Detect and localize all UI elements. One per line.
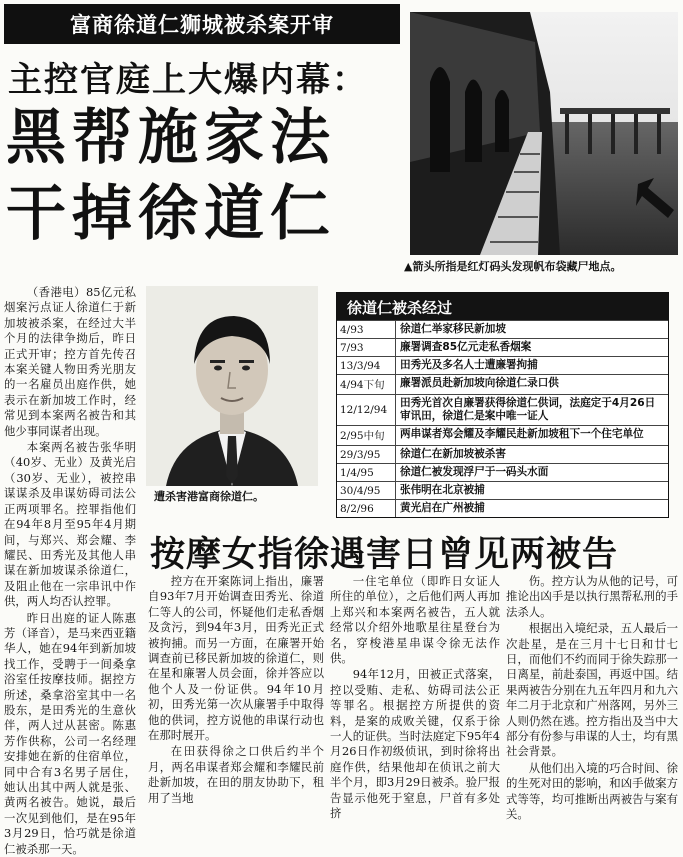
timeline-row — [337, 499, 668, 517]
timeline-row — [337, 394, 668, 425]
pier-photo-image — [410, 12, 678, 255]
article-column-1 — [4, 285, 136, 857]
paragraph: 根据出入境纪录，五人最后一次赴星，是在三月十七日和廿七日，而他们不约而同于徐失踪那一日离星，前赴泰国，再返中国。结果两被告分别在九五年四月和九六年二月于北京和广州落网，另外三人则仍然在逃。控方指出及当中大部分有份参与串谋的人士，均有黑社会背景。 — [506, 621, 678, 759]
paragraph: 94年12月，田被正式落案，控以受贿、走私、妨碍司法公正等罪名。根据控方所提供的资料，是案的成败关键，仅系于徐一人的证供。当时法庭定下95年4月26日作初级侦讯，到时徐将出庭作供，结果他却在侦讯之前大半个月，即3月29日被杀。验尸报告显示他死于窒息，尸首有多处挤 — [330, 667, 500, 821]
headline-line-1: 黑帮施家法 — [6, 103, 336, 173]
pier-photo-caption: ▲箭头所指是红灯码头发现帆布袋藏尸地点。 — [404, 260, 622, 273]
timeline-date: 13/3/94 — [337, 357, 396, 374]
paragraph: 控方在开案陈词上指出，廉署自93年7月开始调查田秀光、徐道仁等人的公司，怀疑他们走私香烟及贪污，到94年3月，田秀光正式被拘捕。而另一方面，在廉署开始调查前已移民新加坡的徐道仁，则在星和廉署人员会面，徐并答应以他个人及一份证供。94年10月初，田秀光第一次从廉署手中取得他的供词，控方说他的串谋行动也在那时展开。 — [148, 574, 324, 743]
timeline-date: 12/12/94 — [337, 395, 396, 425]
timeline-date: 29/3/95 — [337, 446, 396, 463]
article-column-4 — [506, 574, 678, 823]
secondary-headline: 按摩女指徐遇害日曾见两被告 — [150, 535, 619, 575]
timeline-date: 2/95中旬 — [337, 426, 396, 445]
paragraph: 昨日出庭的证人陈惠芳（译音），是马来西亚籍华人，她在94年到新加坡找工作，受聘于一间桑拿浴室任按摩技师。据控方所述，桑拿浴室其中一名股东，是田秀光的生意伙伴，两人过从甚密。陈惠芳作供称，公司一名经理安排她在新的住宿单位，同中合有3名男子居住，她认出其中两人就是张、黄两名被告。她说，最后一次见到他们，是在95年3月29日，恰巧就是徐道仁被杀那一天。 — [4, 610, 136, 856]
timeline-event: 田秀光及多名人士遭廉署拘捕 — [400, 359, 538, 371]
pier-photo — [410, 12, 678, 255]
timeline-date: 8/2/96 — [337, 500, 396, 517]
timeline-date: 1/4/95 — [337, 464, 396, 481]
timeline-event: 黄光启在广州被捕 — [400, 502, 485, 514]
timeline-row — [337, 445, 668, 463]
timeline-date: 4/94下旬 — [337, 375, 396, 394]
article-column-2 — [148, 574, 324, 806]
timeline-box — [336, 292, 669, 518]
timeline-row — [337, 356, 668, 374]
timeline-event: 田秀光首次自廉署获得徐道仁供词，法庭定于4月26日审讯田，徐道仁是案中唯一证人 — [400, 397, 656, 422]
article-column-3 — [330, 574, 500, 822]
paragraph: 伤。控方认为从他的记号，可推论出凶手是以执行黑帮私刑的手法杀人。 — [506, 574, 678, 619]
timeline-date: 7/93 — [337, 339, 396, 356]
headline-line-2: 干掉徐道仁 — [6, 179, 336, 249]
timeline-event: 徐道仁被发现浮尸于一码头水面 — [400, 466, 549, 478]
timeline-row — [337, 338, 668, 356]
kicker-banner — [4, 4, 400, 44]
timeline-row — [337, 320, 668, 338]
timeline-event: 廉署派员赴新加坡向徐道仁录口供 — [400, 377, 559, 389]
portrait-caption: 遭杀害港富商徐道仁。 — [154, 490, 264, 503]
timeline-title: 徐道仁被杀经过 — [337, 293, 668, 320]
paragraph: 本案两名被告张华明（40岁、无业）及黄光启（30岁、无业），被控串谋谋杀及串谋妨碍司法公正两项罪名。控罪指他们在94年8月至95年4月期间，与郑兴、郑会耀、李耀民、田秀光及其他人串谋在新加坡谋杀徐道仁，及阻止他在一宗串讯中作供，两人均否认控罪。 — [4, 440, 136, 609]
subhead: 主控官庭上大爆内幕： — [8, 60, 368, 100]
timeline-date: 30/4/95 — [337, 482, 396, 499]
timeline-event: 张伟明在北京被捕 — [400, 484, 485, 496]
timeline-event: 廉署调查85亿元走私香烟案 — [400, 341, 532, 353]
timeline-row — [337, 463, 668, 481]
timeline-event: 两串谋者郑会耀及李耀民赴新加坡租下一个住宅单位 — [400, 428, 644, 440]
timeline-date: 4/93 — [337, 321, 396, 338]
paragraph: 在田获得徐之口供后约半个月，两名串谋者郑会耀和李耀民前赴新加坡，在田的朋友协助下，租用了当地 — [148, 744, 324, 805]
timeline-row — [337, 425, 668, 445]
portrait-image — [146, 286, 318, 486]
timeline-row — [337, 481, 668, 499]
paragraph: （香港电）85亿元私烟案污点证人徐道仁于新加坡被杀案，在经过大半个月的法律争拗后，昨日正式开审；控方首先传召本案关键人物田秀光朋友的一名雇员出庭作供，她表示在新加坡工作时，经常见到本案两名被告和其他少事同谋者出现。 — [4, 285, 136, 438]
victim-portrait — [146, 286, 318, 486]
kicker-text: 富商徐道仁狮城被杀案开审 — [70, 13, 334, 37]
paragraph: 从他们出入境的巧合时间、徐的生死对田的影响，和凶手做案方式等等，均可推断出两被告与案有关。 — [506, 760, 678, 822]
paragraph: 一住宅单位（即昨日女证人所住的单位），之后他们两人再加上郑兴和本案两名被告，五人就经常以介绍外地歌星往星登台为名，穿梭港星串谋令徐无法作供。 — [330, 574, 500, 666]
timeline-row — [337, 374, 668, 394]
timeline-event: 徐道仁举家移民新加坡 — [400, 323, 506, 335]
timeline-event: 徐道仁在新加坡被杀害 — [400, 448, 506, 460]
